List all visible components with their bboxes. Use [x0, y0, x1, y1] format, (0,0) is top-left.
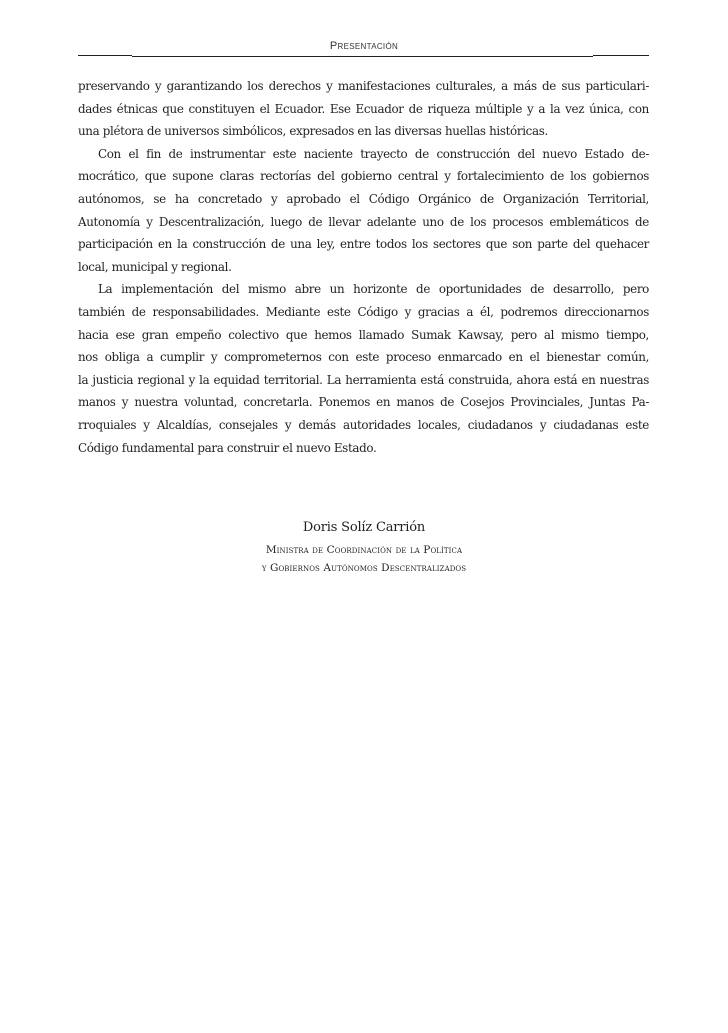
body-line: hacia ese gran empeño colectivo que hemos llamado Sumak Kawsay, pero al mismo tiempo,: [78, 327, 649, 342]
body-line: participación en la construcción de una ley, entre todos los sectores que son parte del quehacer: [78, 237, 649, 252]
header-rule-middle: [132, 56, 593, 57]
body-text: [78, 75, 649, 459]
body-line: Con el fin de instrumentar este naciente trayecto de construcción del nuevo Estado de-: [98, 146, 649, 161]
body-line: rroquiales y Alcaldías, consejales y demás autoridades locales, ciudadanos y ciudadanas este: [78, 417, 649, 432]
body-line: La implementación del mismo abre un horizonte de oportunidades de desarrollo, pero: [98, 282, 649, 297]
header-rule-right: [593, 55, 649, 56]
header-rule-left: [78, 55, 132, 56]
body-line: autónomos, se ha concretado y aprobado el Código Orgánico de Organización Territorial,: [78, 191, 649, 206]
running-header-title: Presentación: [329, 40, 399, 52]
body-line: una plétora de universos simbólicos, expresados en las diversas huellas históricas.: [78, 124, 548, 139]
signatory-role-line-2: y Gobiernos Autónomos Descentralizados: [261, 562, 467, 574]
body-line: local, municipal y regional.: [78, 259, 232, 274]
body-line: Autonomía y Descentralización, luego de llevar adelante uno de los procesos emblemáticos de: [78, 214, 649, 229]
body-line: la justicia regional y la equidad territorial. La herramienta está construida, ahora está en nuestras: [78, 372, 649, 387]
body-line: manos y nuestra voluntad, concretarla. Ponemos en manos de Cosejos Provinciales, Juntas Pa-: [78, 395, 649, 410]
body-line: mocrático, que supone claras rectorías del gobierno central y fortalecimiento de los gobiernos: [78, 169, 649, 184]
body-line: dades étnicas que constituyen el Ecuador. Ese Ecuador de riqueza múltiple y a la vez única, con: [78, 101, 649, 116]
signature-block: [0, 520, 728, 580]
signatory-name: Doris Solíz Carrión: [302, 520, 426, 535]
body-line: preservando y garantizando los derechos y manifestaciones culturales, a más de sus particulari-: [78, 79, 649, 93]
signatory-role-line-1: Ministra de Coordinación de la Política: [265, 544, 463, 556]
body-line: Código fundamental para construir el nuevo Estado.: [78, 440, 377, 455]
page-header: [0, 40, 728, 60]
body-line: también de responsabilidades. Mediante este Código y gracias a él, podremos direccionarnos: [78, 304, 649, 319]
body-line: nos obliga a cumplir y comprometernos con este proceso enmarcado en el bienestar común,: [78, 350, 649, 365]
